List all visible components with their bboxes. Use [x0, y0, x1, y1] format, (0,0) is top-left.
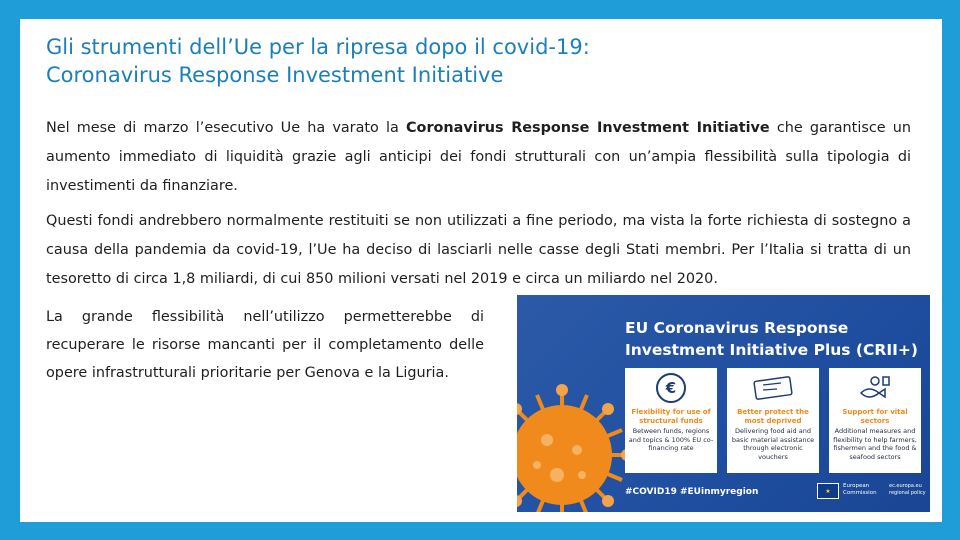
eu-label-1: European — [843, 483, 870, 489]
card-structural-funds — [625, 368, 717, 473]
coronavirus-icon — [517, 380, 637, 512]
card-body: Additional measures and flexibility to help farmers, fishermen and the food & seafood sectors — [833, 427, 917, 461]
paragraph-3: La grande flessibilità nell’utilizzo permetterebbe di recuperare le risorse mancanti per il completamento delle opere infrastrutturali prioritarie per Genova e la Liguria. — [46, 309, 484, 381]
card-body: Between funds, regions and topics & 100% EU co-financing rate — [628, 427, 714, 452]
crii-title-line-1: EU Coronavirus Response — [625, 319, 849, 337]
p1-text-after: che garantisce un aumento immediato di liquidità grazie agli anticipi dei fondi strutturali con un’ampia flessibilità sulla tipologia di investimenti da finanziare. — [46, 120, 911, 194]
p1-bold-initiative: Coronavirus Response Investment Initiative — [406, 120, 770, 136]
card-most-deprived — [727, 368, 819, 473]
eu-site-label — [889, 483, 926, 497]
eu-label-2: Commission — [843, 490, 877, 496]
p1-text-before: Nel mese di marzo l’esecutivo Ue ha varato la — [46, 120, 406, 136]
euro-icon: € — [656, 373, 686, 403]
title-line-2: Coronavirus Response Investment Initiative — [46, 63, 504, 87]
paragraph-1 — [46, 114, 911, 201]
voucher-icon — [753, 375, 793, 401]
crii-title-line-2: Investment Initiative Plus (CRII+) — [625, 341, 918, 359]
card-body: Delivering food aid and basic material assistance through electronic vouchers — [731, 427, 815, 461]
crii-infographic — [517, 295, 930, 512]
eu-label-3: ec.europa.eu — [889, 483, 922, 489]
crii-title — [625, 317, 925, 361]
eu-flag-icon: ★ — [817, 483, 839, 499]
title-line-1: Gli strumenti dell’Ue per la ripresa dopo il covid-19: — [46, 35, 590, 59]
slide-title — [46, 33, 906, 89]
slide — [20, 19, 942, 522]
eu-label-4: regional policy — [889, 490, 926, 496]
card-head: Better protect the most deprived — [737, 408, 809, 425]
hashtags: #COVID19 #EUinmyregion — [625, 487, 759, 497]
fish-icon — [855, 373, 895, 403]
card-vital-sectors — [829, 368, 921, 473]
card-head: Flexibility for use of structural funds — [631, 408, 711, 425]
card-head: Support for vital sectors — [842, 408, 908, 425]
eu-commission-label — [843, 483, 877, 497]
paragraph-2: Questi fondi andrebbero normalmente restituiti se non utilizzati a fine periodo, ma vista la forte richiesta di sostegno a causa della pandemia da covid-19, l’Ue ha deciso di lasciarli nelle casse degli Stati membri. Per l’Italia si tratta di un tesoretto di circa 1,8 miliardi, di cui 850 milioni versati nel 2019 e circa un miliardo nel 2020. — [46, 213, 911, 287]
